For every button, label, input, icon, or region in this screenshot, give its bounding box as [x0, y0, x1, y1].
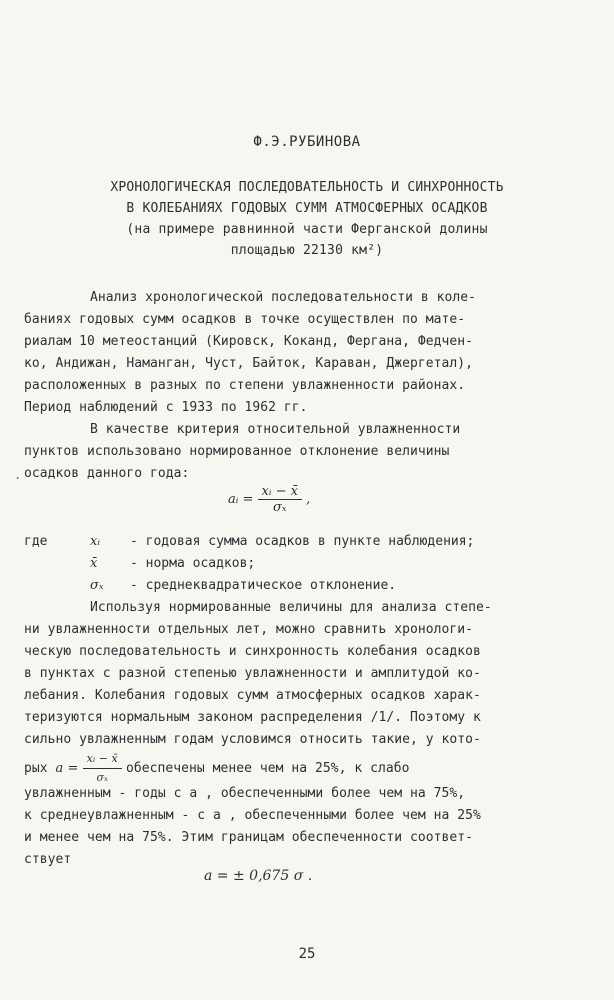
- definition-symbol: x̄: [90, 556, 98, 571]
- text-line: Период наблюдений с 1933 по 1962 гг.: [24, 400, 308, 415]
- definition-text: - норма осадков;: [130, 556, 256, 571]
- subtitle-line: (на примере равнинной части Ферганской долины: [126, 222, 488, 237]
- formula-fraction: [83, 750, 122, 787]
- title-line: ХРОНОЛОГИЧЕСКАЯ ПОСЛЕДОВАТЕЛЬНОСТЬ И СИНХРОННОСТЬ: [110, 180, 504, 195]
- text-line: Используя нормированные величины для анализа степе-: [90, 600, 492, 615]
- formula-numerator: xᵢ − x̄: [83, 750, 122, 769]
- text-line: ствует: [24, 852, 72, 867]
- text-line: пунктов использовано нормированное отклонение величины: [24, 444, 450, 459]
- article-title: [0, 177, 614, 261]
- formula-tail: ,: [306, 492, 311, 507]
- formula-denominator: σₓ: [273, 500, 287, 515]
- subtitle-line: площадью 22130 км²): [230, 243, 384, 258]
- margin-dot: .: [14, 468, 22, 482]
- definition-row: [90, 556, 255, 571]
- author-name: Ф.Э.РУБИНОВА: [253, 134, 361, 150]
- definition-row: [90, 578, 396, 593]
- formula-lhs: a =: [55, 761, 79, 776]
- text-line: ческую последовательность и синхронность колебания осадков: [24, 644, 481, 659]
- text-line: и менее чем на 75%. Этим границам обеспеченности соответ-: [24, 830, 473, 845]
- text-line: к среднеувлажненным - с a , обеспеченными более чем на 25%: [24, 808, 481, 823]
- text-fragment: обеспечены менее чем на 25%, к слабо: [125, 761, 410, 776]
- definition-row: [90, 534, 474, 549]
- formula-threshold: a = ± 0,675 σ .: [204, 868, 313, 884]
- inline-formula-line: [24, 750, 584, 787]
- formula-fraction: [258, 484, 302, 515]
- page-number: 25: [298, 946, 316, 962]
- formula-normalized-deviation: [228, 484, 310, 515]
- text-line: сильно увлажненным годам условимся относить такие, у кото-: [24, 732, 481, 747]
- inline-formula: [55, 752, 126, 784]
- title-line: В КОЛЕБАНИЯХ ГОДОВЫХ СУММ АТМОСФЕРНЫХ ОСАДКОВ: [126, 201, 488, 216]
- text-line: В качестве критерия относительной увлажненности: [90, 422, 461, 437]
- formula-denominator: σₓ: [96, 771, 108, 784]
- text-line: Анализ хронологической последовательности в коле-: [90, 290, 476, 305]
- text-line: теризуются нормальным законом распределения /1/. Поэтому к: [24, 710, 481, 725]
- definition-symbol: σₓ: [90, 578, 104, 593]
- text-line: баниях годовых сумм осадков в точке осуществлен по мате-: [24, 312, 466, 327]
- text-line: расположенных в разных по степени увлажненности районах.: [24, 378, 466, 393]
- definition-symbol: xᵢ: [90, 534, 100, 549]
- text-line: увлажненным - годы с a , обеспеченными более чем на 75%,: [24, 786, 466, 801]
- text-line: лебания. Колебания годовых сумм атмосферных осадков харак-: [24, 688, 481, 703]
- text-fragment: рых: [24, 761, 48, 776]
- definition-text: - среднеквадратическое отклонение.: [130, 578, 397, 593]
- text-line: риалам 10 метеостанций (Кировск, Коканд, Фергана, Федчен-: [24, 334, 473, 349]
- text-line: ко, Андижан, Наманган, Чуст, Байток, Караван, Джергетал),: [24, 356, 473, 371]
- where-label: где: [24, 534, 48, 549]
- formula-numerator: xᵢ − x̄: [258, 484, 302, 500]
- text-line: ни увлажненности отдельных лет, можно сравнить хронологи-: [24, 622, 473, 637]
- formula-lhs: aᵢ =: [228, 492, 254, 507]
- text-line: в пунктах с разной степенью увлажненности и амплитудой ко-: [24, 666, 481, 681]
- text-line: осадков данного года:: [24, 466, 190, 481]
- definition-text: - годовая сумма осадков в пункте наблюдения;: [130, 534, 475, 549]
